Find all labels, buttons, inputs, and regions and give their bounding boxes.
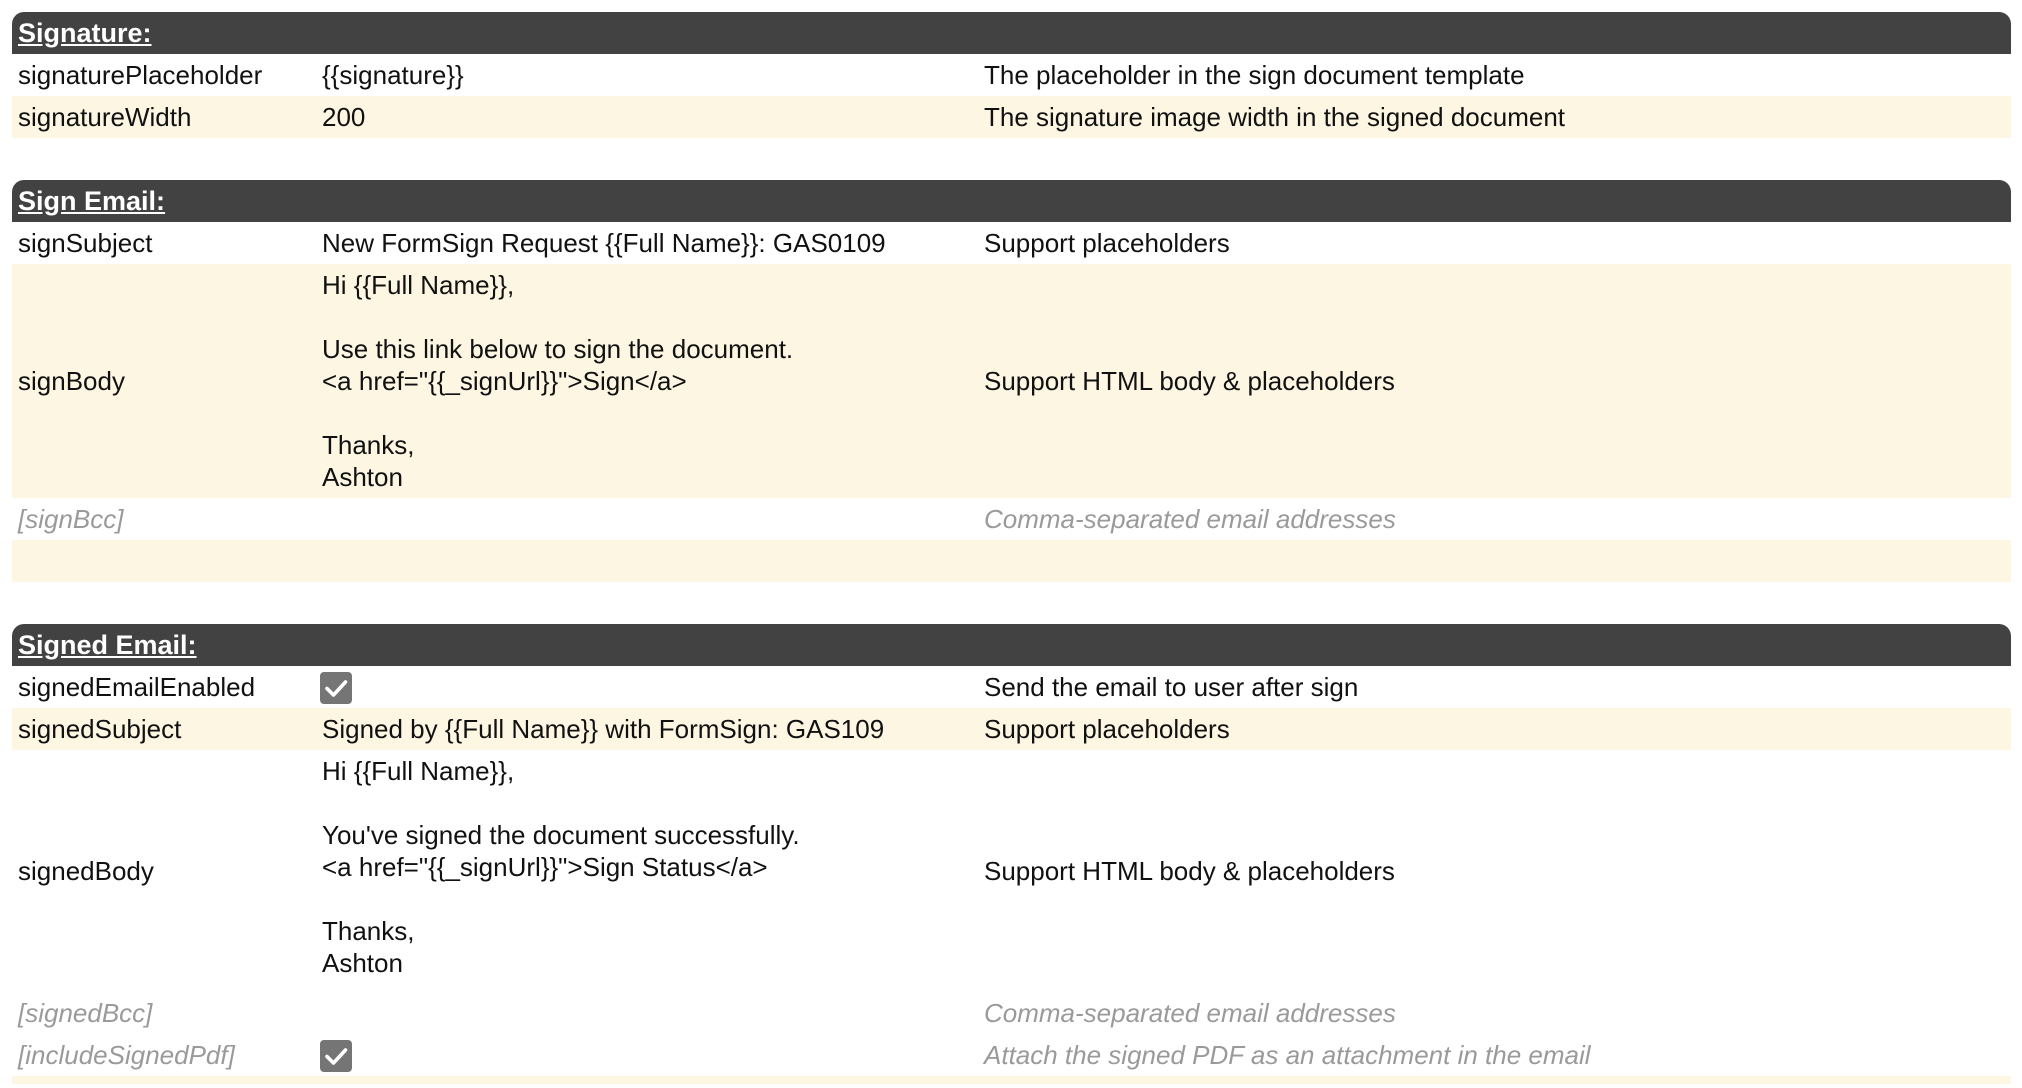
table-row[interactable] [12, 222, 2011, 264]
table-row[interactable] [12, 54, 2011, 96]
blank-row[interactable] [12, 138, 2011, 180]
setting-key[interactable]: signaturePlaceholder [18, 60, 263, 90]
setting-key[interactable]: signedBody [18, 856, 154, 886]
section-title: Signature: [18, 18, 152, 48]
blank-row[interactable] [12, 1076, 2011, 1084]
setting-value[interactable]: {{signature}} [322, 60, 464, 90]
table-row[interactable] [12, 750, 2011, 992]
setting-value[interactable]: New FormSign Request {{Full Name}}: GAS0109 [322, 228, 886, 258]
table-row[interactable] [12, 96, 2011, 138]
setting-description[interactable]: The placeholder in the sign document template [984, 60, 1525, 90]
setting-key[interactable]: [includeSignedPdf] [18, 1040, 235, 1070]
setting-key[interactable]: signatureWidth [18, 102, 192, 132]
setting-value[interactable]: Hi {{Full Name}}, You've signed the document successfully. <a href="{{_signUrl}}">Sign Status</a> Thanks, Ashton [322, 756, 800, 978]
checkbox-checked-icon[interactable] [320, 1040, 352, 1072]
table-row[interactable] [12, 1034, 2011, 1076]
setting-description[interactable]: Send the email to user after sign [984, 672, 1359, 702]
blank-row[interactable] [12, 582, 2011, 624]
section-header-signature[interactable] [12, 12, 2011, 54]
section-title: Sign Email: [18, 186, 166, 216]
setting-description[interactable]: Support HTML body & placeholders [984, 366, 1395, 396]
setting-description[interactable]: Support placeholders [984, 714, 1230, 744]
setting-description[interactable]: Comma-separated email addresses [984, 504, 1396, 534]
section-header-signed-email[interactable] [12, 624, 2011, 666]
table-row[interactable] [12, 666, 2011, 708]
setting-key[interactable]: signBody [18, 366, 125, 396]
setting-key[interactable]: [signedBcc] [18, 998, 153, 1028]
setting-value[interactable]: Hi {{Full Name}}, Use this link below to sign the document. <a href="{{_signUrl}}">Sign</a> Thanks, Ashton [322, 270, 794, 492]
settings-sheet [12, 12, 2011, 1084]
setting-value[interactable]: 200 [322, 102, 366, 132]
section-header-sign-email[interactable] [12, 180, 2011, 222]
section-title: Signed Email: [18, 630, 197, 660]
setting-key[interactable]: signedEmailEnabled [18, 672, 256, 702]
table-row[interactable] [12, 708, 2011, 750]
table-row[interactable] [12, 264, 2011, 498]
blank-row[interactable] [12, 540, 2011, 582]
setting-description[interactable]: Support placeholders [984, 228, 1230, 258]
setting-key[interactable]: [signBcc] [18, 504, 124, 534]
setting-key[interactable]: signSubject [18, 228, 153, 258]
table-row[interactable] [12, 992, 2011, 1034]
checkbox-checked-icon[interactable] [320, 672, 352, 704]
setting-description[interactable]: Attach the signed PDF as an attachment in the email [984, 1040, 1591, 1070]
setting-description[interactable]: The signature image width in the signed document [984, 102, 1566, 132]
table-row[interactable] [12, 498, 2011, 540]
setting-description[interactable]: Comma-separated email addresses [984, 998, 1396, 1028]
setting-description[interactable]: Support HTML body & placeholders [984, 856, 1395, 886]
setting-key[interactable]: signedSubject [18, 714, 182, 744]
setting-value[interactable]: Signed by {{Full Name}} with FormSign: GAS109 [322, 714, 885, 744]
